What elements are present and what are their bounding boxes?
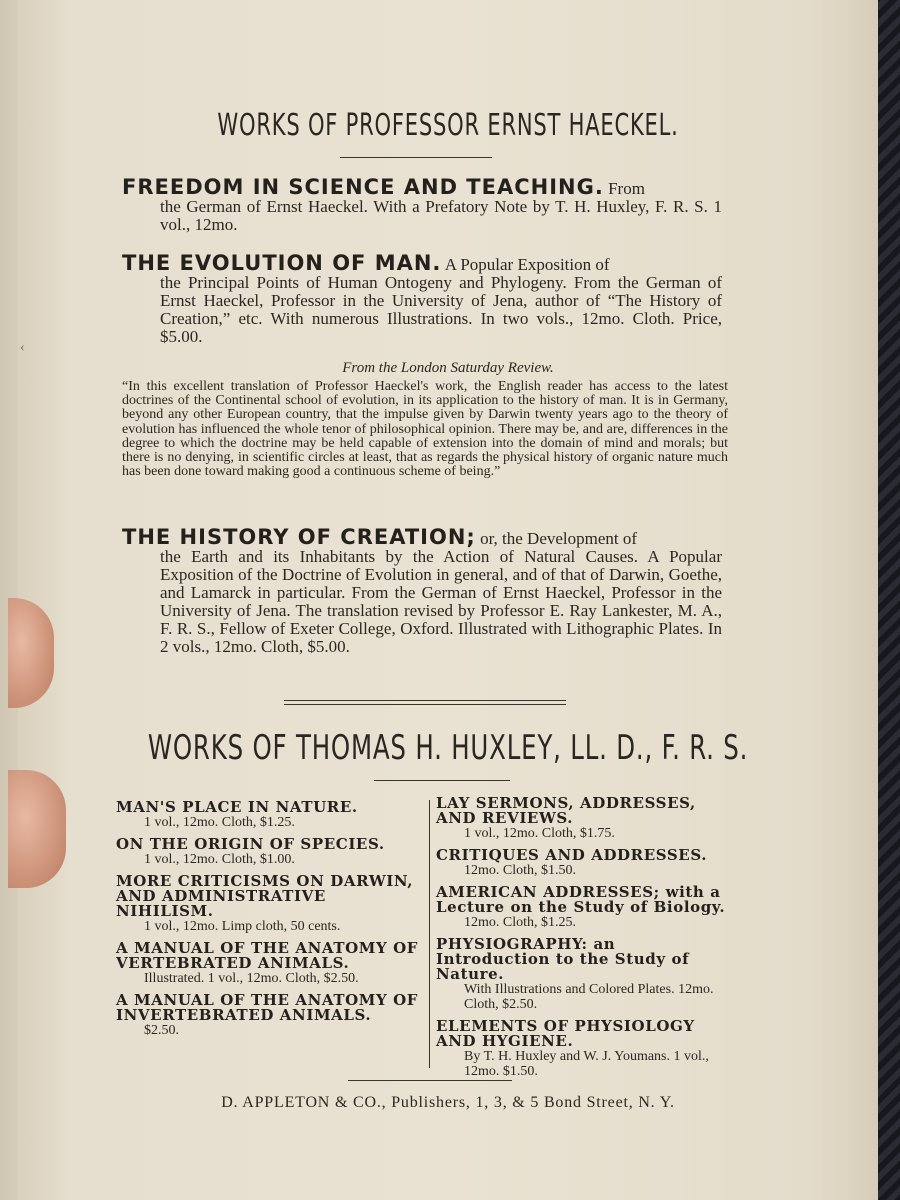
book-page xyxy=(18,0,878,1200)
book-title: THE EVOLUTION OF MAN. xyxy=(122,251,442,275)
book-listing xyxy=(436,796,732,841)
book-listing xyxy=(116,874,426,934)
book-listing xyxy=(116,993,426,1038)
book-title: MORE CRITICISMS ON DARWIN, AND ADMINISTRATIVE NIHILISM. xyxy=(116,872,414,920)
book-title: ON THE ORIGIN OF SPECIES. xyxy=(116,835,385,853)
book-desc: 1 vol., 12mo. Cloth, $1.00. xyxy=(144,852,295,867)
footer-rule xyxy=(348,1080,512,1081)
book-listing xyxy=(116,941,426,986)
book-title: THE HISTORY OF CREATION; xyxy=(122,525,476,549)
margin-tick: ‹ xyxy=(20,340,25,355)
publisher-imprint: D. APPLETON & CO., Publishers, 1, 3, & 5 Bond Street, N. Y. xyxy=(221,1094,675,1111)
book-listing xyxy=(436,937,732,1012)
book-title: A MANUAL OF THE ANATOMY OF VERTEBRATED ANIMALS. xyxy=(116,939,419,972)
book-desc: the Earth and its Inhabitants by the Action of Natural Causes. A Popular Exposition of the Doctrine of Evolution in general, and of that of Darwin, Goethe, and Lamarck in particular. From the German of Ernst Haeckel, Professor in the University of Jena. The translation revised by Professor E. Ray Lankester, M. A., F. R. S., Fellow of Exeter College, Oxford. Illustrated with Lithographic Plates. In 2 vols., 12mo. Cloth, $5.00. xyxy=(160,547,722,656)
book-title: A MANUAL OF THE ANATOMY OF INVERTEBRATED ANIMALS. xyxy=(116,991,419,1024)
book-title: ELEMENTS OF PHYSIOLOGY AND HYGIENE. xyxy=(436,1017,695,1050)
section-divider xyxy=(284,700,566,705)
finger xyxy=(8,598,54,708)
book-entry-creation xyxy=(122,525,722,656)
book-entry-evolution xyxy=(122,251,722,346)
book-listing xyxy=(436,885,732,930)
book-desc-lead: A Popular Exposition of xyxy=(444,255,610,274)
book-desc: $2.50. xyxy=(144,1023,179,1038)
huxley-section-heading: WORKS OF THOMAS H. HUXLEY, LL. D., F. R. S. xyxy=(147,728,749,768)
book-desc: Illustrated. 1 vol., 12mo. Cloth, $2.50. xyxy=(144,971,359,986)
heading-rule xyxy=(374,780,510,781)
book-desc: the Principal Points of Human Ontogeny and Phylogeny. From the German of Ernst Haeckel, Professor in the University of Jena, author of “The History of Creation,” etc. With numerous Illustrations. In two vols., 12mo. Cloth. Price, $5.00. xyxy=(160,273,722,346)
book-desc: 12mo. Cloth, $1.50. xyxy=(464,863,577,878)
book-title: MAN'S PLACE IN NATURE. xyxy=(116,798,358,816)
book-desc: By T. H. Huxley and W. J. Youmans. 1 vol., 12mo. $1.50. xyxy=(464,1049,709,1079)
book-listing xyxy=(436,848,732,878)
review-quote: “In this excellent translation of Professor Haeckel's work, the English reader has access to the latest doctrines of the Continental school of evolution, in its application to the history of man. It is in Germany, beyond any other European country, that the impulse given by Darwin twenty years ago to the theory of evolution has influenced the whole tenor of philosophical opinion. There may be, and are, differences in the degree to which the doctrine may be held capable of extension into the domain of mind and morals; but there is no denying, in scientific circles at least, that as regards the physical history of organic nature much has been done toward making good a continuous scheme of being.” xyxy=(122,379,728,480)
huxley-books-right-column xyxy=(436,796,732,1086)
book-title: FREEDOM IN SCIENCE AND TEACHING. xyxy=(122,175,604,199)
haeckel-section-heading: WORKS OF PROFESSOR ERNST HAECKEL. xyxy=(217,108,679,143)
review-source: From the London Saturday Review. xyxy=(342,360,554,376)
book-desc: the German of Ernst Haeckel. With a Prefatory Note by T. H. Huxley, F. R. S. 1 vol., 12mo. xyxy=(160,197,722,234)
book-desc: 12mo. Cloth, $1.25. xyxy=(464,915,577,930)
book-title: AMERICAN ADDRESSES; with a Lecture on the Study of Biology. xyxy=(436,883,726,916)
book-desc: 1 vol., 12mo. Limp cloth, 50 cents. xyxy=(144,919,341,934)
book-listing xyxy=(116,800,426,830)
column-divider xyxy=(429,800,430,1068)
book-listing xyxy=(116,837,426,867)
book-listing xyxy=(436,1019,732,1079)
book-title: CRITIQUES AND ADDRESSES. xyxy=(436,846,708,864)
book-desc-lead: From xyxy=(608,179,645,198)
book-desc-lead: or, the Development of xyxy=(480,529,638,548)
heading-rule xyxy=(340,157,492,158)
book-desc: 1 vol., 12mo. Cloth, $1.25. xyxy=(144,815,295,830)
book-desc: With Illustrations and Colored Plates. 12mo. Cloth, $2.50. xyxy=(464,982,714,1012)
book-entry-freedom xyxy=(122,175,722,234)
book-title: PHYSIOGRAPHY: an Introduction to the Study of Nature. xyxy=(436,935,690,983)
finger xyxy=(8,770,66,888)
book-title: LAY SERMONS, ADDRESSES, AND REVIEWS. xyxy=(436,794,696,827)
book-desc: 1 vol., 12mo. Cloth, $1.75. xyxy=(464,826,615,841)
huxley-books-left-column xyxy=(116,800,426,1045)
